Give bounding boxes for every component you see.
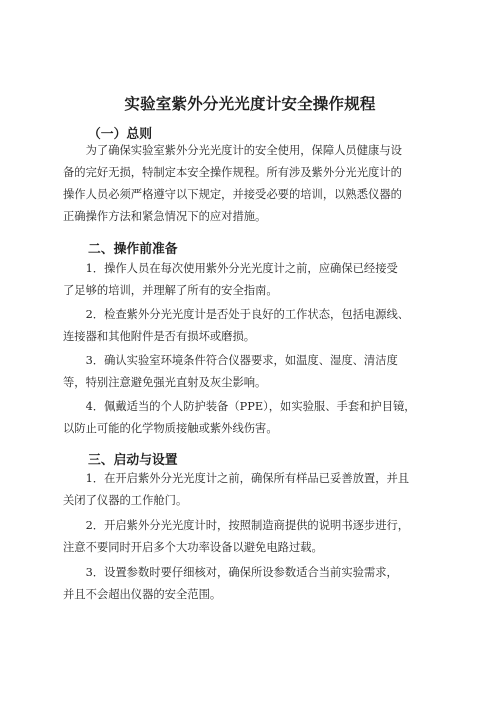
paragraph bbox=[63, 350, 443, 394]
paragraph bbox=[63, 562, 443, 606]
paragraph-line: 为了确保实验室紫外分光光度计的安全使用，保障人员健康与设 bbox=[85, 144, 402, 157]
paragraph-line: 关闭了仪器的工作舱门。 bbox=[63, 494, 188, 507]
paragraph-line: 1．操作人员在每次使用紫外分光光度计之前，应确保已经接受 bbox=[85, 262, 398, 275]
paragraph-line: 等，特别注意避免强光直射及灰尘影响。 bbox=[63, 376, 267, 389]
paragraph-line: 了足够的培训，并理解了所有的安全指南。 bbox=[63, 284, 278, 297]
paragraph-line: 以防止可能的化学物质接触或紫外线伤害。 bbox=[63, 422, 278, 435]
paragraph bbox=[63, 258, 443, 302]
paragraph-line: 1．在开启紫外分光光度计之前，确保所有样品已妥善放置，并且 bbox=[85, 472, 410, 485]
section-heading-startup-settings: 三、启动与设置 bbox=[88, 453, 178, 468]
paragraph-line: 正确操作方法和紧急情况下的应对措施。 bbox=[63, 210, 267, 223]
paragraph-line: 4．佩戴适当的个人防护装备（PPE），如实验服、手套和护目镜， bbox=[85, 400, 416, 413]
paragraph bbox=[63, 396, 443, 440]
section-heading-general: （一）总则 bbox=[88, 127, 152, 142]
paragraph-line: 备的完好无损，特制定本安全操作规程。所有涉及紫外分光光度计的 bbox=[63, 166, 402, 179]
paragraph-line: 操作人员必须严格遵守以下规定，并接受必要的培训，以熟悉仪器的 bbox=[63, 188, 402, 201]
document-title: 实验室紫外分光光度计安全操作规程 bbox=[124, 95, 376, 113]
paragraph-line: 2．检查紫外分光光度计是否处于良好的工作状态，包括电源线、 bbox=[85, 308, 410, 321]
paragraph bbox=[63, 140, 443, 228]
paragraph bbox=[63, 468, 443, 512]
paragraph-line: 2．开启紫外分光光度计时，按照制造商提供的说明书逐步进行， bbox=[85, 519, 410, 532]
paragraph-line: 并且不会超出仪器的安全范围。 bbox=[63, 588, 222, 601]
paragraph-line: 3．设置参数时要仔细核对，确保所设参数适合当前实验需求， bbox=[85, 566, 398, 579]
paragraph-line: 注意不要同时开启多个大功率设备以避免电路过载。 bbox=[63, 541, 323, 554]
paragraph-line: 3．确认实验室环境条件符合仪器要求，如温度、湿度、清洁度 bbox=[85, 354, 398, 367]
section-heading-preparation: 二、操作前准备 bbox=[88, 242, 178, 257]
paragraph-line: 连接器和其他附件是否有损坏或磨损。 bbox=[63, 330, 256, 343]
paragraph bbox=[63, 515, 443, 559]
paragraph bbox=[63, 304, 443, 348]
